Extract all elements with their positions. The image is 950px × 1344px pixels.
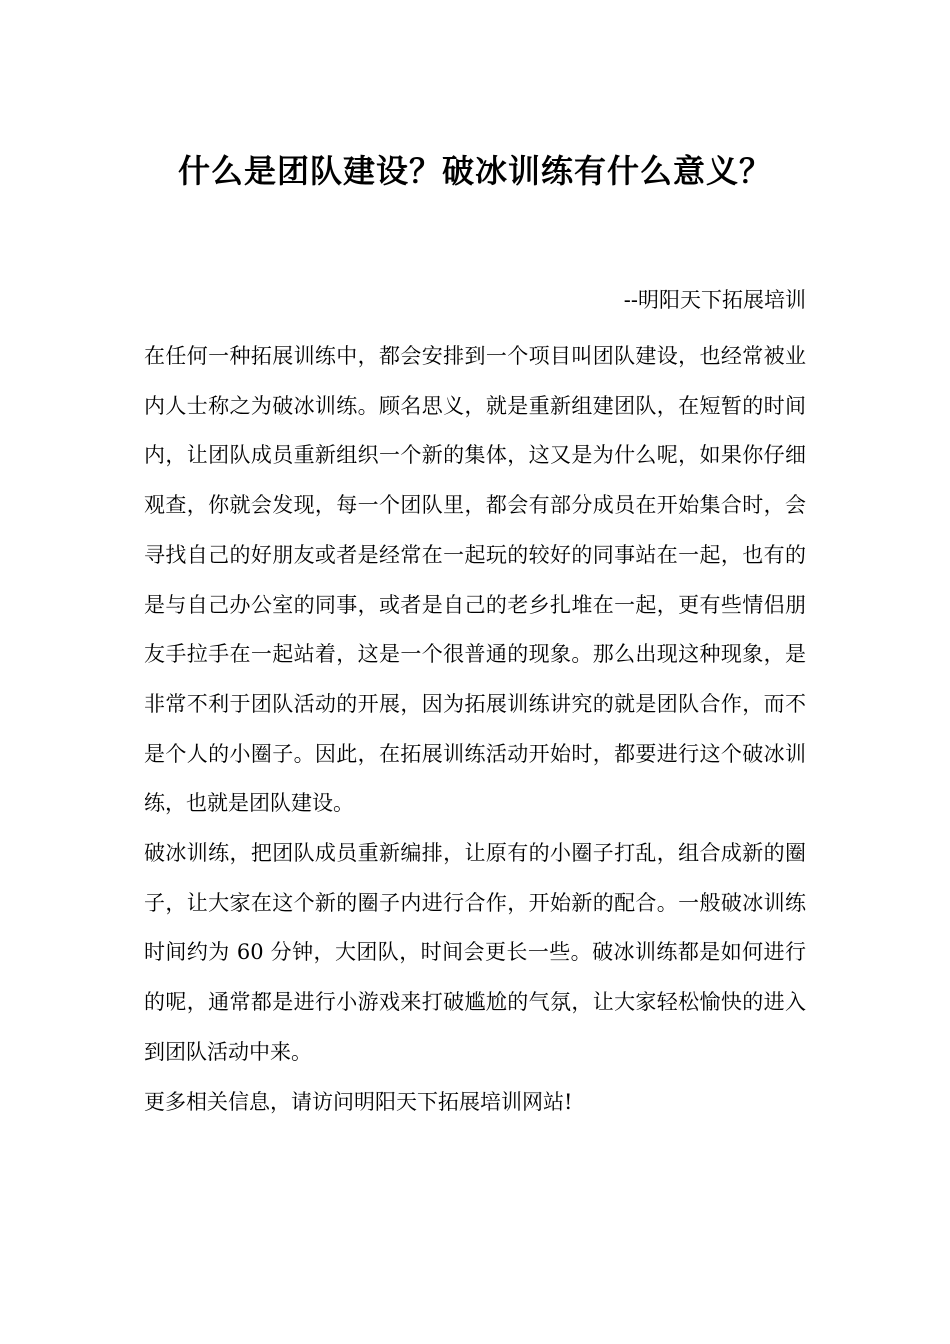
paragraph-1: 在任何一种拓展训练中，都会安排到一个项目叫团队建设，也经常被业内人士称之为破冰训练。顾名思义，就是重新组建团队，在短暂的时间内，让团队成员重新组织一个新的集体，这又是为什么呢，如果你仔细观查，你就会发现，每一个团队里，都会有部分成员在开始集合时，会寻找自己的好朋友或者是经常在一起玩的较好的同事站在一起，也有的是与自己办公室的同事，或者是自己的老乡扎堆在一起，更有些情侣朋友手拉手在一起站着，这是一个很普通的现象。那么出现这种现象，是非常不利于团队活动的开展，因为拓展训练讲究的就是团队合作，而不是个人的小圈子。因此，在拓展训练活动开始时，都要进行这个破冰训练，也就是团队建设。 xyxy=(144,344,806,816)
article-body xyxy=(144,332,806,1127)
paragraph-3: 更多相关信息，请访问明阳天下拓展培训网站! xyxy=(144,1089,573,1114)
byline: --明阳天下拓展培训 xyxy=(623,288,806,312)
paragraph-2: 破冰训练，把团队成员重新编排，让原有的小圈子打乱，组合成新的圈子，让大家在这个新的圈子内进行合作，开始新的配合。一般破冰训练时间约为 60 分钟，大团队，时间会更长一些。破冰训练都是如何进行的呢，通常都是进行小游戏来打破尴尬的气氛，让大家轻松愉快的进入到团队活动中来。 xyxy=(144,841,806,1064)
page-title: 什么是团队建设？破冰训练有什么意义？ xyxy=(177,152,772,190)
